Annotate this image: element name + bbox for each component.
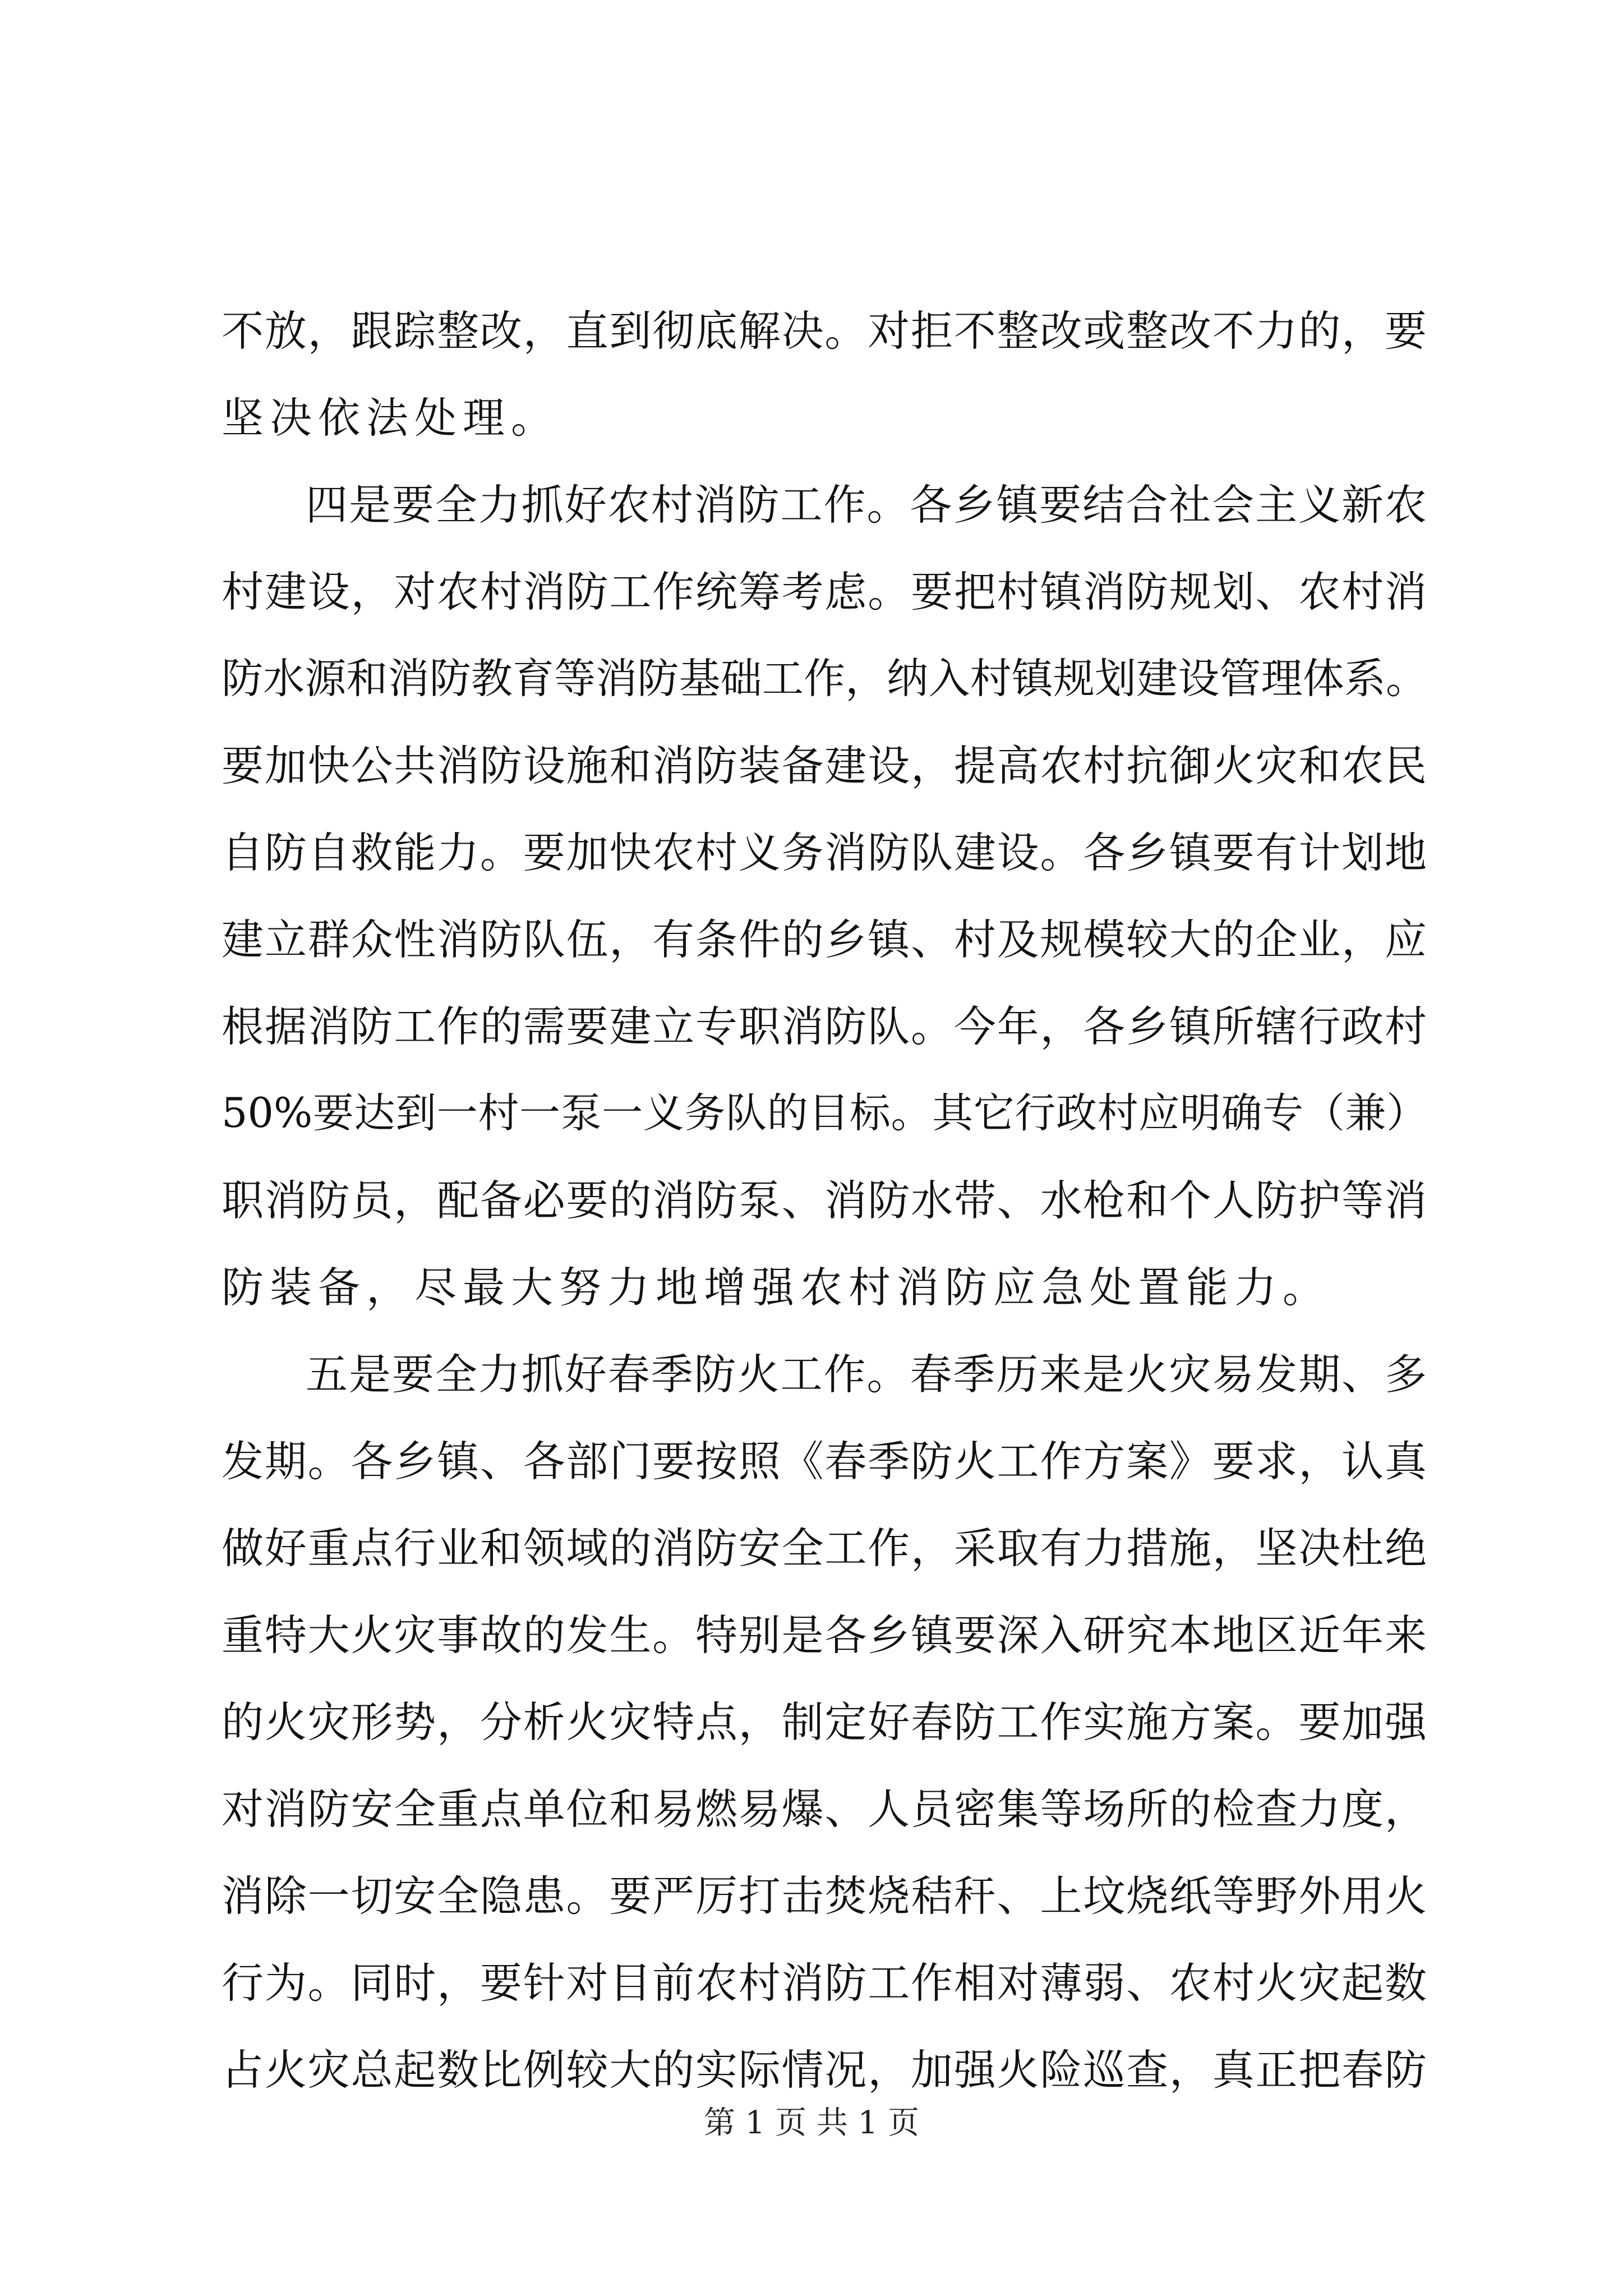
text-line: 的火灾形势，分析火灾特点，制定好春防工作实施方案。要加强 bbox=[222, 1697, 1427, 1747]
text-line: 职消防员，配备必要的消防泵、消防水带、水枪和个人防护等消 bbox=[222, 1176, 1427, 1225]
text-line: 占火灾总起数比例较大的实际情况，加强火险巡查，真正把春防 bbox=[222, 2045, 1427, 2095]
text-line: 重特大火灾事故的发生。特别是各乡镇要深入研究本地区近年来 bbox=[222, 1611, 1427, 1660]
text-line: 发期。各乡镇、各部门要按照《春季防火工作方案》要求，认真 bbox=[222, 1437, 1427, 1486]
paragraph-first-line: 四是要全力抓好农村消防工作。各乡镇要结合社会主义新农 bbox=[306, 480, 1427, 530]
text-line: 建立群众性消防队伍，有条件的乡镇、村及规模较大的企业，应 bbox=[222, 915, 1427, 964]
text-line: 对消防安全重点单位和易燃易爆、人员密集等场所的检查力度， bbox=[222, 1784, 1427, 1834]
text-line: 行为。同时，要针对目前农村消防工作相对薄弱、农村火灾起数 bbox=[222, 1958, 1427, 2008]
text-line: 自防自救能力。要加快农村义务消防队建设。各乡镇要有计划地 bbox=[222, 828, 1427, 877]
page-footer: 第 1 页 共 1 页 bbox=[703, 2105, 920, 2141]
text-line: 不放，跟踪整改，直到彻底解决。对拒不整改或整改不力的，要 bbox=[222, 306, 1427, 356]
text-line: 要加快公共消防设施和消防装备建设，提高农村抗御火灾和农民 bbox=[222, 741, 1427, 790]
text-line: 防装备，尽最大努力地增强农村消防应急处置能力。 bbox=[222, 1263, 1331, 1312]
text-line: 50%要达到一村一泵一义务队的目标。其它行政村应明确专（兼） bbox=[222, 1089, 1427, 1137]
text-line: 防水源和消防教育等消防基础工作，纳入村镇规划建设管理体系。 bbox=[222, 655, 1427, 703]
text-line: 做好重点行业和领域的消防安全工作，采取有力措施，坚决杜绝 bbox=[222, 1524, 1427, 1573]
text-line: 村建设，对农村消防工作统筹考虑。要把村镇消防规划、农村消 bbox=[222, 567, 1427, 616]
text-line: 根据消防工作的需要建立专职消防队。今年，各乡镇所辖行政村 bbox=[222, 1002, 1427, 1051]
paragraph-first-line: 五是要全力抓好春季防火工作。春季历来是火灾易发期、多 bbox=[306, 1350, 1427, 1399]
text-line: 消除一切安全隐患。要严厉打击焚烧秸秆、上坟烧纸等野外用火 bbox=[222, 1871, 1427, 1921]
text-line: 坚决依法处理。 bbox=[222, 393, 560, 443]
